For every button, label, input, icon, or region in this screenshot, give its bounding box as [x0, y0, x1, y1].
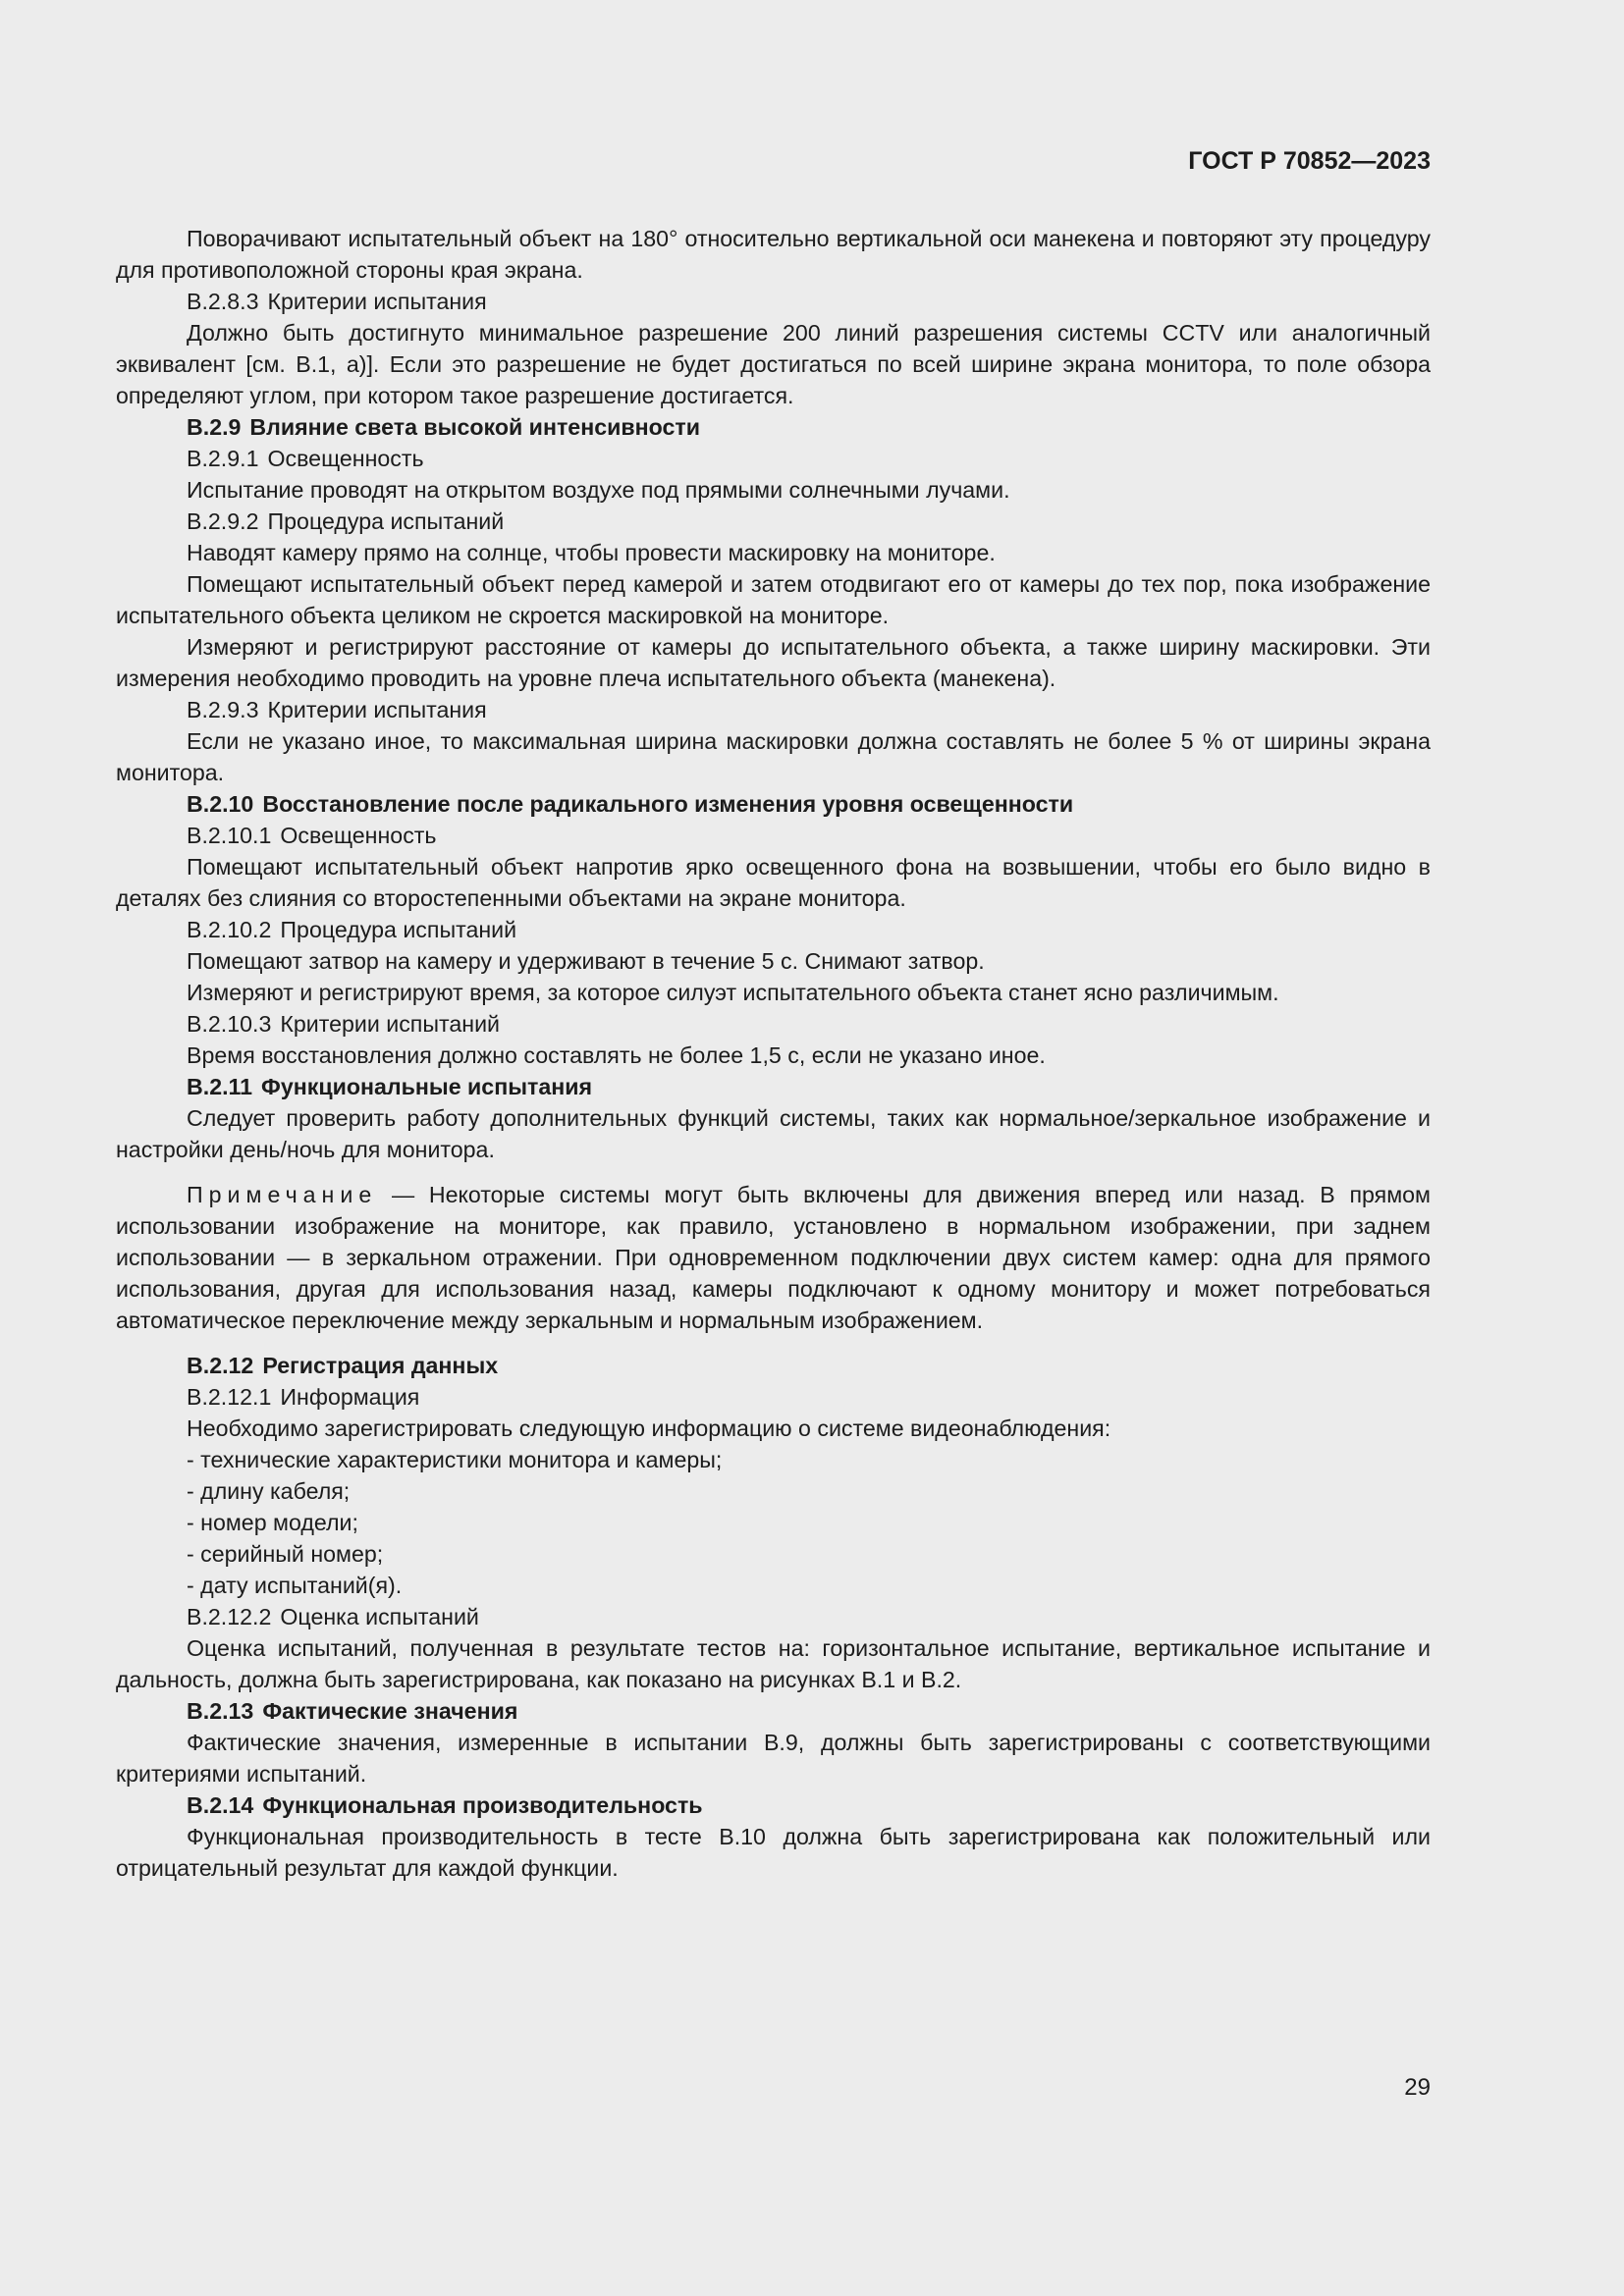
paragraph: Поворачивают испытательный объект на 180° относительно вертикальной оси манекена и повторяют эту процедуру для противоположной стороны края экрана. — [116, 226, 1431, 283]
section-title: Критерии испытания — [267, 697, 487, 722]
paragraph: Если не указано иное, то максимальная ширина маскировки должна составлять не более 5 % от ширины экрана монитора. — [116, 728, 1431, 785]
section-number: В.2.10 — [187, 791, 254, 817]
paragraph: Измеряют и регистрируют время, за которое силуэт испытательного объекта станет ясно различимым. — [187, 980, 1279, 1005]
paragraph: Испытание проводят на открытом воздухе под прямыми солнечными лучами. — [187, 477, 1010, 503]
section-number: В.2.9.2 — [187, 508, 259, 534]
section-heading — [116, 286, 1431, 317]
section-title: Освещенность — [280, 823, 437, 848]
paragraph: Функциональная производительность в тесте В.10 должна быть зарегистрирована как положительный или отрицательный результат для каждой функции. — [116, 1824, 1431, 1881]
section-heading — [116, 820, 1431, 851]
section-number: В.2.12 — [187, 1353, 254, 1378]
section-title: Регистрация данных — [262, 1353, 499, 1378]
section-title: Освещенность — [267, 446, 424, 471]
section-title: Функциональная производительность — [262, 1792, 703, 1818]
section-number: В.2.13 — [187, 1698, 254, 1724]
note-paragraph — [116, 1179, 1431, 1336]
section-title: Влияние света высокой интенсивности — [249, 414, 700, 440]
list-item: - номер модели; — [187, 1510, 358, 1535]
section-title: Процедура испытаний — [267, 508, 505, 534]
section-number: В.2.10.2 — [187, 917, 272, 942]
document-header: ГОСТ Р 70852—2023 — [1188, 147, 1431, 175]
paragraph: Следует проверить работу дополнительных функций системы, таких как нормальное/зеркальное изображение и настройки день/ночь для монитора. — [116, 1105, 1431, 1162]
section-title: Критерии испытаний — [280, 1011, 500, 1037]
list-item: - серийный номер; — [187, 1541, 384, 1567]
section-title: Функциональные испытания — [261, 1074, 593, 1099]
paragraph: Наводят камеру прямо на солнце, чтобы провести маскировку на мониторе. — [187, 540, 996, 565]
note-text: — Некоторые системы могут быть включены для движения вперед или назад. В прямом использовании изображение на мониторе, как правило, установлено в нормальном изображении, при заднем использовании — в зеркальном отражении. При одновременном подключении двух систем камер: одна для прямого использования, другая для использования назад, камеры подключают к одному монитору и может потребоваться автоматическое переключение между зеркальным и нормальным изображением. — [116, 1182, 1431, 1333]
section-number: В.2.9.3 — [187, 697, 259, 722]
list-item: - длину кабеля; — [187, 1478, 351, 1504]
section-heading — [116, 694, 1431, 725]
section-number: В.2.14 — [187, 1792, 254, 1818]
section-number: В.2.9.1 — [187, 446, 259, 471]
section-number: В.2.12.2 — [187, 1604, 272, 1629]
section-heading-bold — [116, 411, 1431, 443]
section-heading — [116, 914, 1431, 945]
list-item: - дату испытаний(я). — [187, 1573, 403, 1598]
section-number: В.2.8.3 — [187, 289, 259, 314]
section-number: В.2.9 — [187, 414, 242, 440]
section-number: В.2.12.1 — [187, 1384, 272, 1410]
section-heading — [116, 1601, 1431, 1632]
section-heading-bold — [116, 788, 1431, 820]
page-number: 29 — [1404, 2074, 1431, 2101]
paragraph: Время восстановления должно составлять не более 1,5 с, если не указано иное. — [187, 1042, 1046, 1068]
section-number: В.2.10.3 — [187, 1011, 272, 1037]
paragraph: Фактические значения, измеренные в испытании В.9, должны быть зарегистрированы с соответствующими критериями испытаний. — [116, 1730, 1431, 1787]
section-title: Фактические значения — [262, 1698, 518, 1724]
section-heading-bold — [116, 1071, 1431, 1102]
section-heading — [116, 443, 1431, 474]
document-body — [116, 223, 1431, 1884]
paragraph: Помещают затвор на камеру и удерживают в течение 5 с. Снимают затвор. — [187, 948, 985, 974]
section-heading — [116, 1008, 1431, 1040]
section-heading-bold — [116, 1350, 1431, 1381]
note-label: Примечание — [187, 1182, 378, 1207]
section-title: Критерии испытания — [267, 289, 487, 314]
section-heading — [116, 506, 1431, 537]
section-title: Процедура испытаний — [280, 917, 517, 942]
paragraph: Оценка испытаний, полученная в результате тестов на: горизонтальное испытание, вертикальное испытание и дальность, должна быть зарегистрирована, как показано на рисунках В.1 и В.2. — [116, 1635, 1431, 1692]
section-title: Оценка испытаний — [280, 1604, 479, 1629]
section-number: В.2.10.1 — [187, 823, 272, 848]
paragraph: Необходимо зарегистрировать следующую информацию о системе видеонаблюдения: — [187, 1415, 1111, 1441]
paragraph: Должно быть достигнуто минимальное разрешение 200 линий разрешения системы CCTV или аналогичный эквивалент [см. В.1, а)]. Если это разрешение не будет достигаться по всей ширине экрана монитора, то поле обзора определяют углом, при котором такое разрешение достигается. — [116, 320, 1431, 408]
paragraph: Помещают испытательный объект перед камерой и затем отодвигают его от камеры до тех пор, пока изображение испытательного объекта целиком не скроется маскировкой на мониторе. — [116, 571, 1431, 628]
section-heading-bold — [116, 1789, 1431, 1821]
section-heading — [116, 1381, 1431, 1413]
paragraph: Помещают испытательный объект напротив ярко освещенного фона на возвышении, чтобы его было видно в деталях без слияния со второстепенными объектами на экране монитора. — [116, 854, 1431, 911]
section-number: В.2.11 — [187, 1074, 253, 1099]
paragraph: Измеряют и регистрируют расстояние от камеры до испытательного объекта, а также ширину маскировки. Эти измерения необходимо проводить на уровне плеча испытательного объекта (манекена). — [116, 634, 1431, 691]
list-item: - технические характеристики монитора и камеры; — [187, 1447, 723, 1472]
section-title: Информация — [280, 1384, 420, 1410]
section-title: Восстановление после радикального изменения уровня освещенности — [262, 791, 1074, 817]
section-heading-bold — [116, 1695, 1431, 1727]
